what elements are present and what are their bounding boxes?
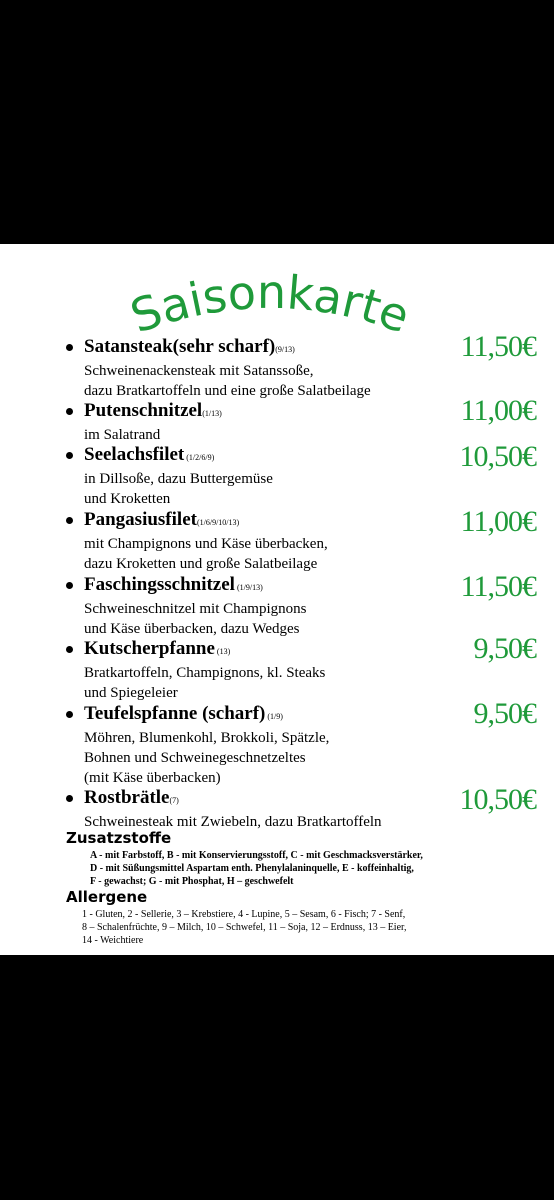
menu-item	[66, 783, 536, 832]
menu-item	[66, 330, 536, 401]
item-allergen-code: (13)	[214, 647, 231, 656]
menu-item	[66, 440, 536, 509]
item-allergen-code: (1/9)	[265, 712, 283, 721]
item-description: Bratkartoffeln, Champignons, kl. Steaks und Spiegeleier	[84, 665, 326, 701]
menu-sheet	[0, 244, 554, 955]
item-description: Schweineschnitzel mit Champignons und Käse überbacken, dazu Wedges	[84, 601, 307, 637]
item-allergen-code: (1/6/9/10/13)	[196, 518, 240, 527]
zusatzstoffe-heading: Zusatzstoffe	[66, 829, 172, 847]
item-name: Putenschnitzel(1/13)	[66, 400, 536, 425]
item-name: Rostbrätle(7)	[66, 787, 536, 812]
allergene-line-2: 8 – Schalenfrüchte, 9 – Milch, 10 – Schwefel, 11 – Soja, 12 – Erdnuss, 13 – Eier,	[82, 922, 407, 933]
item-name: Teufelspfanne (scharf) (1/9)	[66, 703, 536, 728]
item-price: 10,50€	[459, 440, 536, 473]
menu-item	[66, 505, 536, 574]
item-description: mit Champignons und Käse überbacken, dazu Kroketten und große Salatbeilage	[84, 536, 328, 572]
zusatz-line-3: F - gewachst; G - mit Phosphat, H – geschwefelt	[90, 876, 294, 887]
item-name: Pangasiusfilet(1/6/9/10/13)	[66, 509, 536, 534]
item-allergen-code: (1/9/13)	[234, 583, 263, 592]
item-price: 11,00€	[460, 505, 536, 538]
allergene-line-1: 1 - Gluten, 2 - Sellerie, 3 – Krebstiere, 4 - Lupine, 5 – Sesam, 6 - Fisch; 7 - Senf,	[82, 909, 406, 920]
item-price: 11,50€	[460, 330, 536, 363]
item-price: 11,50€	[460, 570, 536, 603]
item-description: Möhren, Blumenkohl, Brokkoli, Spätzle, Bohnen und Schweinegeschnetzeltes (mit Käse überbacken)	[84, 730, 330, 786]
item-allergen-code: (1/13)	[202, 409, 222, 418]
menu-item	[66, 570, 536, 639]
item-name: Seelachsfilet (1/2/6/9)	[66, 444, 536, 469]
menu-item	[66, 394, 536, 445]
item-name: Satansteak(sehr scharf)(9/13)	[66, 336, 536, 361]
item-price: 9,50€	[473, 632, 536, 665]
item-price: 11,00€	[460, 394, 536, 427]
allergene-heading: Allergene	[66, 888, 148, 906]
item-name: Kutscherpfanne (13)	[66, 638, 536, 663]
zusatz-line-2: D - mit Süßungsmittel Aspartam enth. Phenylalaninquelle, E - koffeinhaltig,	[90, 863, 414, 874]
title-text: Saisonkarte	[123, 264, 417, 344]
item-description: Schweinenackensteak mit Satanssoße, dazu Bratkartoffeln und eine große Salatbeilage	[84, 363, 371, 399]
item-allergen-code: (7)	[169, 796, 179, 805]
allergene-line-3: 14 - Weichtiere	[82, 935, 144, 946]
item-description: Schweinesteak mit Zwiebeln, dazu Bratkartoffeln	[84, 814, 382, 830]
item-allergen-code: (1/2/6/9)	[184, 453, 215, 462]
item-allergen-code: (9/13)	[275, 345, 295, 354]
item-price: 9,50€	[473, 697, 536, 730]
item-name: Faschingsschnitzel (1/9/13)	[66, 574, 536, 599]
item-price: 10,50€	[459, 783, 536, 816]
menu-item	[66, 697, 536, 788]
zusatz-line-1: A - mit Farbstoff, B - mit Konservierungsstoff, C - mit Geschmacksverstärker,	[90, 850, 423, 861]
item-description: im Salatrand	[84, 427, 161, 443]
item-description: in Dillsoße, dazu Buttergemüse und Kroketten	[84, 471, 273, 507]
menu-item	[66, 632, 536, 703]
